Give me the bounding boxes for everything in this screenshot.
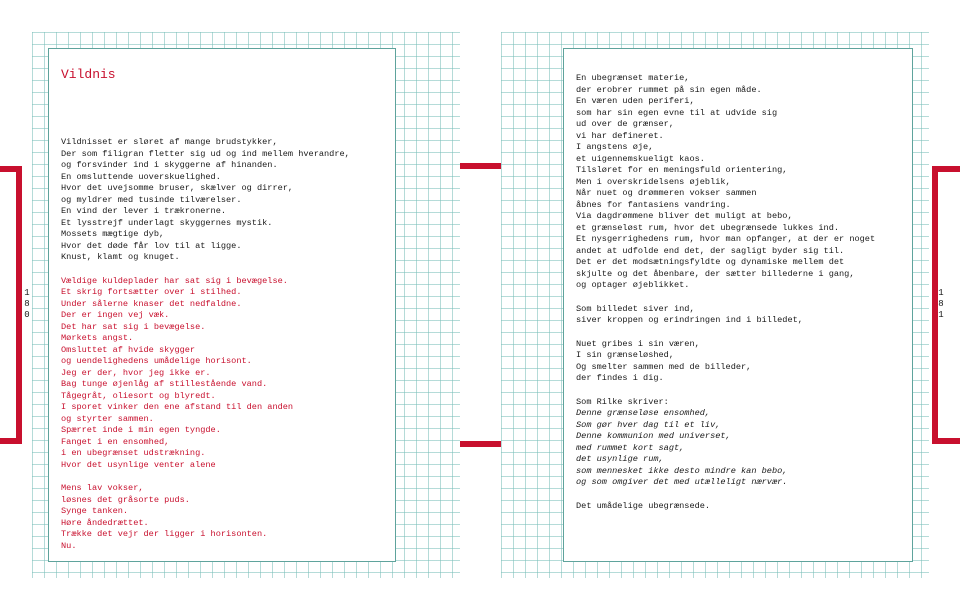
text-line: Hvor det døde får lov til at ligge.: [61, 240, 242, 251]
right-page-text: [576, 73, 904, 524]
right-page-frame: [563, 48, 913, 562]
text-line: Mens lav vokser,: [61, 483, 144, 493]
text-line: det usynlige rum,: [576, 454, 664, 464]
text-line: Og smelter sammen med de billeder,: [576, 361, 752, 372]
text-line: Knust, klamt og knuget.: [61, 252, 180, 262]
text-line: Via dagdrømmene bliver det muligt at bebo,: [576, 211, 793, 221]
text-line: Fanget i en ensomhed,: [61, 436, 170, 447]
left-page-frame: [48, 48, 396, 562]
text-line: Mørkets angst.: [61, 333, 134, 343]
text-line: Hvor det usynlige venter alene: [61, 459, 216, 470]
left-page-text: [61, 57, 387, 564]
text-line: En ubegrænset materie,: [576, 73, 690, 83]
text-line: Omsluttet af hvide skygger: [61, 344, 196, 355]
text-line: vi har defineret.: [576, 130, 664, 141]
text-line: og forsvinder ind i skyggerne af hinanden.: [61, 160, 278, 170]
page-number-digit: 8: [938, 299, 944, 309]
text-line: Som Rilke skriver:: [576, 396, 669, 407]
text-line: i en ubegrænset udstrækning.: [61, 448, 206, 458]
text-line: Mossets mægtige dyb,: [61, 229, 165, 239]
right-page-grid: [501, 32, 929, 578]
left-stanzas: [61, 137, 387, 552]
text-line: Som billedet siver ind,: [576, 303, 695, 314]
text-line: Spærret inde i min egen tyngde.: [61, 425, 221, 435]
text-line: Et lysstrejf underlagt skyggernes mystik.: [61, 217, 273, 228]
page-number-right: [936, 288, 946, 321]
left-page-tab: [0, 166, 22, 444]
text-line: et grænseløst rum, hvor det ubegrænsede lukkes ind.: [576, 222, 840, 233]
text-line: siver kroppen og erindringen ind i billedet,: [576, 315, 803, 325]
text-line: som har sin egen evne til at udvide sig: [576, 107, 778, 118]
text-line: andet at udfolde end det, der sagligt byder sig til.: [576, 245, 845, 256]
text-line: et uigennemskueligt kaos.: [576, 153, 705, 164]
page-number-digit: 1: [938, 310, 944, 320]
text-line: En vind der lever i trækronerne.: [61, 206, 227, 216]
text-line: og myldrer med tusinde tilværelser.: [61, 194, 242, 205]
text-line: I angstens øje,: [576, 142, 654, 152]
text-line: I sporet vinker den ene afstand til den anden: [61, 402, 294, 412]
stanza: [576, 304, 904, 327]
text-line: skjulte og det åbenbare, der sætter billederne i gang,: [576, 268, 855, 279]
text-line: der erobrer rummet på sin egen måde.: [576, 84, 762, 95]
text-line: Nu.: [61, 540, 77, 551]
text-line: som mennesket ikke desto mindre kan bebo,: [576, 465, 788, 476]
stanza: [61, 483, 387, 552]
page-number-digit: 1: [24, 288, 30, 298]
stanza: [576, 501, 904, 513]
text-line: Tilsløret for en meningsfuld orientering,: [576, 165, 788, 175]
spread-connector-bottom: [460, 441, 501, 447]
text-line: Et nysgerrighedens rum, hvor man opfanger, at der er noget: [576, 234, 876, 244]
stanza: [576, 339, 904, 385]
stanza: [61, 137, 387, 264]
text-line: Når nuet og drømmeren vokser sammen: [576, 188, 757, 198]
text-line: I sin grænseløshed,: [576, 350, 674, 360]
right-stanzas: [576, 73, 904, 512]
page-number-digit: 1: [938, 288, 944, 298]
text-line: Denne kommunion med universet,: [576, 431, 731, 441]
text-line: Det umådelige ubegrænsede.: [576, 500, 711, 511]
spread-connector-top: [460, 163, 501, 169]
stanza: [61, 276, 387, 472]
text-line: Men i overskridelsens øjeblik,: [576, 176, 731, 187]
text-line: og som omgiver det med utælleligt nærvær.: [576, 477, 788, 487]
text-line: og styrter sammen.: [61, 413, 154, 424]
text-line: med rummet kort sagt,: [576, 442, 685, 453]
left-page-grid: [32, 32, 460, 578]
text-line: åbnes for fantasiens vandring.: [576, 199, 731, 210]
text-line: og optager øjeblikket.: [576, 280, 690, 290]
poem-title: Vildnis: [61, 67, 116, 82]
text-line: Høre åndedrættet.: [61, 517, 149, 528]
text-line: Det har sat sig i bevægelse.: [61, 321, 206, 332]
text-line: Under sålerne knaser det nedfaldne.: [61, 298, 242, 309]
text-line: Et skrig fortsætter over i stilhed.: [61, 287, 242, 297]
text-line: Der er ingen vej væk.: [61, 310, 170, 320]
text-line: Synge tanken.: [61, 506, 129, 516]
text-line: Bag tunge øjenlåg af stillestående vand.: [61, 379, 268, 389]
text-line: En væren uden periferi,: [576, 96, 695, 106]
text-line: der findes i dig.: [576, 373, 664, 383]
text-line: Som gør hver dag til et liv,: [576, 419, 721, 430]
text-line: Nuet gribes i sin væren,: [576, 338, 700, 349]
page-number-digit: 0: [24, 310, 30, 320]
text-line: Det er det modsætningsfyldte og dynamiske mellem det: [576, 257, 845, 267]
page-number-left: [22, 288, 32, 321]
text-line: Vildnisset er sløret af mange brudstykker,: [61, 137, 278, 147]
text-line: Der som filigran fletter sig ud og ind mellem hverandre,: [61, 148, 350, 159]
text-line: Jeg er der, hvor jeg ikke er.: [61, 367, 211, 378]
text-line: En omsluttende uoverskuelighed.: [61, 171, 221, 182]
text-line: Denne grænseløse ensomhed,: [576, 408, 711, 418]
text-line: Vældige kuldeplader har sat sig i bevægelse.: [61, 275, 288, 286]
text-line: Hvor det uvejsomme bruser, skælver og dirrer,: [61, 183, 294, 193]
page-number-digit: 8: [24, 299, 30, 309]
text-line: Trække det vejr der ligger i horisonten.: [61, 529, 268, 539]
text-line: Tågegråt, oliesort og blyredt.: [61, 390, 216, 401]
text-line: ud over de grænser,: [576, 119, 674, 129]
stanza: [576, 397, 904, 489]
text-line: løsnes det gråsorte puds.: [61, 494, 190, 505]
text-line: og uendelighedens umådelige horisont.: [61, 356, 252, 366]
stanza: [576, 73, 904, 292]
